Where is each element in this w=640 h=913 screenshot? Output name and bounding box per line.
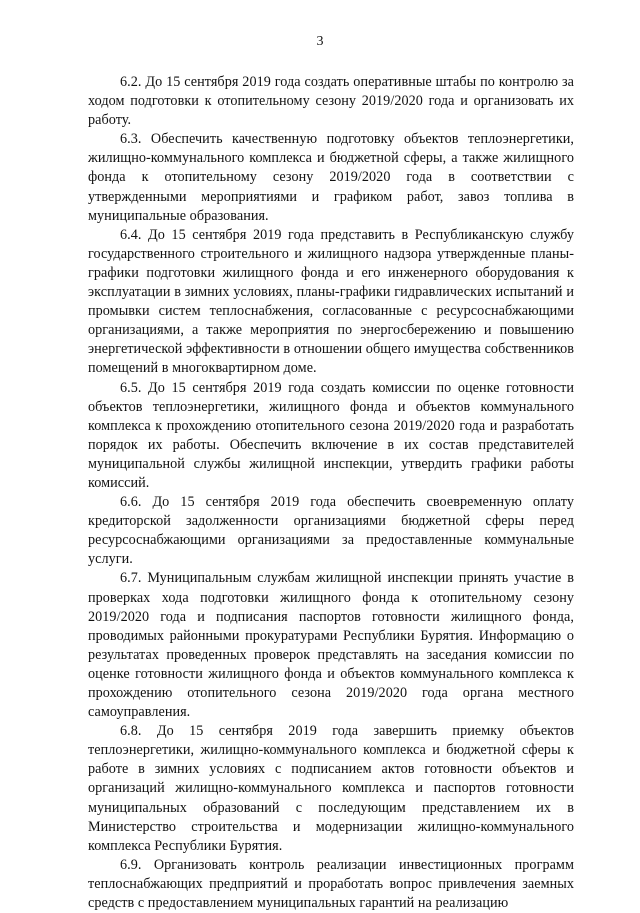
paragraph-6-5: 6.5. До 15 сентября 2019 года создать комиссии по оценке готовности объектов теплоэнергетики, жилищного фонда и объектов коммунального комплекса к прохождению отопительного сезона 2019/2020 года и разработать порядок их работы. Обеспечить включение в их состав представителей муниципальной службы жилищной инспекции, утвердить графики работы комиссий. (88, 379, 574, 491)
paragraph-6-7: 6.7. Муниципальным службам жилищной инспекции принять участие в проверках хода подготовки жилищного фонда к отопительному сезону 2019/2020 года и подписания паспортов готовности жилищного фонда, проводимых районными прокуратурами Республики Бурятия. Информацию о результатах проведенных проверок представлять на заседания комиссии по оценке готовности жилищного фонда и объектов коммунального комплекса к прохождению отопительного сезона 2019/2020 года органа местного самоуправления. (88, 570, 574, 721)
paragraph-6-4: 6.4. До 15 сентября 2019 года представить в Республиканскую службу государственного строительного и жилищного надзора утвержденные планы-графики подготовки жилищного фонда и его инженерного оборудования к эксплуатации в зимних условиях, планы-графики гидравлических испытаний и промывки систем теплоснабжения, согласованные с ресурсоснабжающими организациями, а также мероприятия по энергосбережению и повышению энергетической эффективности в отношении общего имущества собственников помещений в многоквартирном доме. (88, 226, 574, 377)
paragraph-6-8: 6.8. До 15 сентября 2019 года завершить приемку объектов теплоэнергетики, жилищно-коммунального комплекса и бюджетной сферы к работе в зимних условиях с подписанием актов готовности объектов и организаций жилищно-коммунального комплекса и паспортов готовности муниципальных образований с последующим представлением их в Министерство строительства и модернизации жилищно-коммунального комплекса Республики Бурятия. (88, 723, 574, 854)
paragraph-6-3: 6.3. Обеспечить качественную подготовку объектов теплоэнергетики, жилищно-коммунального комплекса и бюджетной сферы, а также жилищного фонда к отопительному сезону 2019/2020 года в соответствии с утвержденными мероприятиями и графиком работ, завоз топлива в муниципальные образования. (88, 131, 574, 224)
paragraph-6-6: 6.6. До 15 сентября 2019 года обеспечить своевременную оплату кредиторской задолженности организациями бюджетной сферы перед ресурсоснабжающими организациями за предоставленные коммунальные услуги. (88, 494, 574, 568)
paragraph-6-2: 6.2. До 15 сентября 2019 года создать оперативные штабы по контролю за ходом подготовки к отопительному сезону 2019/2020 года и организовать их работу. (88, 74, 574, 129)
document-body (88, 73, 574, 913)
page-number: 3 (316, 34, 324, 49)
paragraph-6-9: 6.9. Организовать контроль реализации инвестиционных программ теплоснабжающих предприятий и проработать вопрос привлечения заемных средств с предоставлением муниципальных гарантий на реализацию (88, 856, 574, 912)
